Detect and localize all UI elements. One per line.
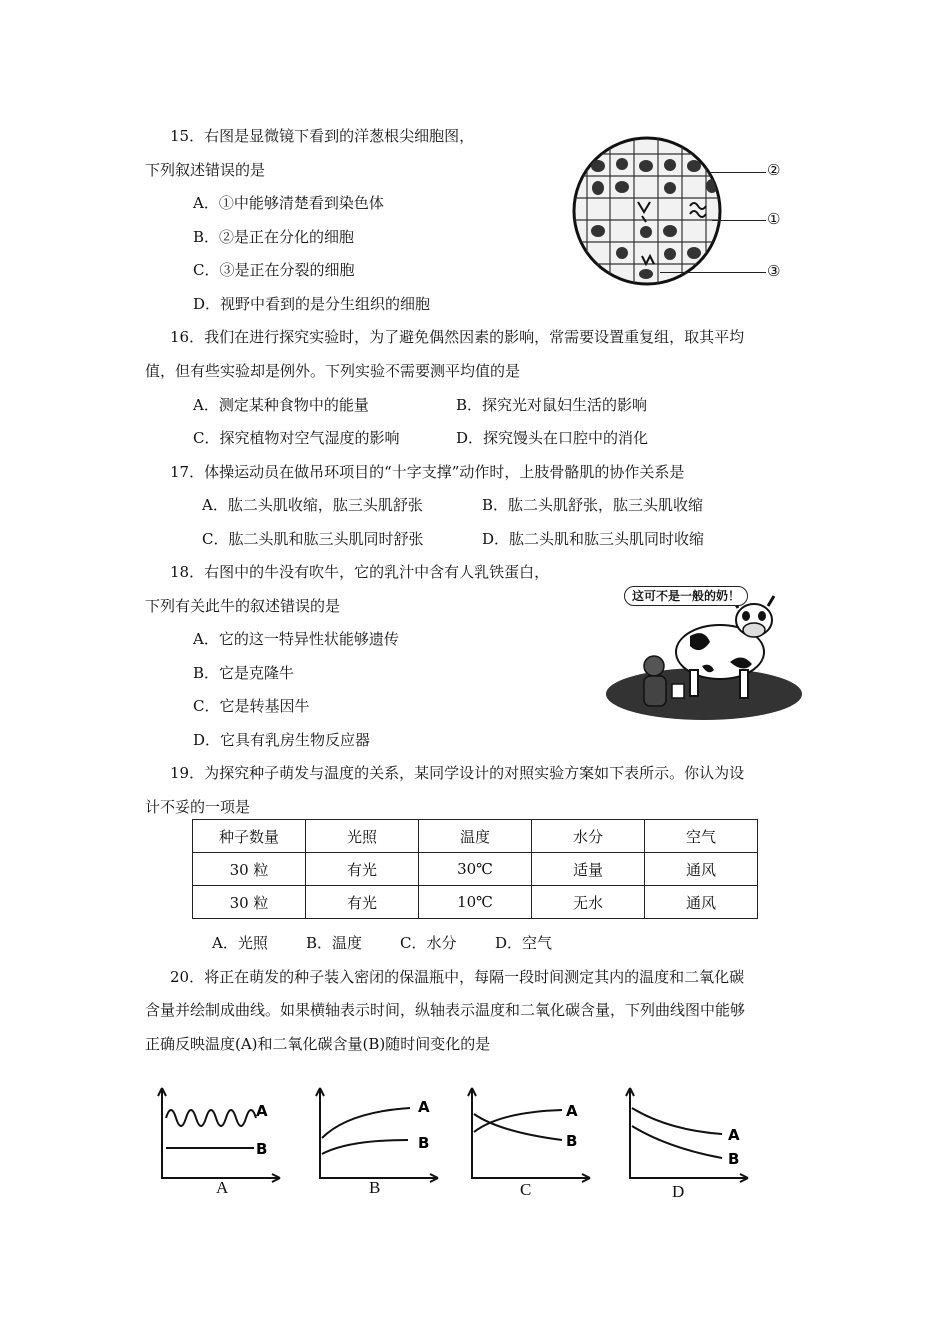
q19-option-d: D．空气 [495,934,553,952]
q20-stem-line3: 正确反映温度(A)和二氧化碳含量(B)随时间变化的是 [145,1035,491,1053]
graph-b-curve-b [322,1140,408,1154]
q18-option-a: A．它的这一特异性状能够遗传 [193,630,399,648]
graph-c-label-b: B [566,1132,578,1150]
graph-a-label-b: B [256,1140,268,1158]
q18-option-c: C．它是转基因牛 [193,697,310,715]
table-cell: 适量 [532,853,645,886]
table-header-row [193,820,758,853]
table-cell: 30 粒 [193,886,306,919]
q17-option-c: C．肱二头肌和肱三头肌同时舒张 [202,530,424,548]
q17-option-b: B．肱二头肌舒张，肱三头肌收缩 [482,496,704,514]
table-row [193,886,758,919]
experiment-table [192,819,758,919]
graph-b-label-b: B [418,1134,430,1152]
q15-option-c: C．③是正在分裂的细胞 [193,261,355,279]
graph-d-curve-a [632,1108,722,1134]
graph-b-caption: B [369,1178,381,1197]
graph-c-caption: C [520,1180,532,1199]
table-header-cell: 水分 [532,820,645,853]
q18-stem-line2: 下列有关此牛的叙述错误的是 [145,597,341,615]
table-cell: 10℃ [419,886,532,919]
label-circle-2: ② [767,161,781,179]
q18-option-b: B．它是克隆牛 [193,664,295,682]
graph-a-curve-a [166,1110,256,1126]
callout-line-1 [712,220,766,221]
table-header-cell: 温度 [419,820,532,853]
graph-d-caption: D [672,1182,685,1201]
q15-option-a: A．①中能够清楚看到染色体 [193,194,384,212]
q16-option-a: A．测定某种食物中的能量 [193,396,369,414]
graph-a-label-a: A [256,1102,268,1120]
table-header-cell: 空气 [645,820,758,853]
q15-option-b: B．②是正在分化的细胞 [193,228,355,246]
q16-stem-line2: 值，但有些实验却是例外。下列实验不需要测平均值的是 [145,362,521,380]
graph-d-curve-b [632,1126,722,1158]
q17-stem: 17．体操运动员在做吊环项目的“十字支撑”动作时，上肢骨骼肌的协作关系是 [170,463,685,481]
graph-c-label-a: A [566,1102,578,1120]
microscope-cell-image [572,136,722,286]
q15-option-d: D．视野中看到的是分生组织的细胞 [193,295,431,313]
q20-stem-line1: 20．将正在萌发的种子装入密闭的保温瓶中，每隔一段时间测定其内的温度和二氧化碳 [170,968,745,986]
table-row [193,853,758,886]
table-cell: 通风 [645,853,758,886]
q18-stem-line1: 18．右图中的牛没有吹牛，它的乳汁中含有人乳铁蛋白， [170,563,550,581]
q20-stem-line2: 含量并绘制成曲线。如果横轴表示时间，纵轴表示温度和二氧化碳含量，下列曲线图中能够 [145,1001,746,1019]
graph-a-caption: A [216,1178,229,1197]
table-cell: 有光 [306,886,419,919]
graph-d-label-a: A [728,1126,740,1144]
cow-speech-bubble: 这可不是一般的奶！ [624,586,748,606]
table-header-cell: 种子数量 [193,820,306,853]
graph-b-curve-a [322,1108,410,1138]
q16-stem-line1: 16．我们在进行探究实验时，为了避免偶然因素的影响，常需要设置重复组，取其平均 [170,328,745,346]
table-header-cell: 光照 [306,820,419,853]
q16-option-d: D．探究馒头在口腔中的消化 [456,429,649,447]
q19-option-b: B．温度 [306,934,363,952]
graph-b-label-a: A [418,1098,430,1116]
q15-stem-line2: 下列叙述错误的是 [145,161,266,179]
table-cell: 通风 [645,886,758,919]
label-circle-3: ③ [767,262,781,280]
q15-stem-line1: 15．右图是显微镜下看到的洋葱根尖细胞图， [170,127,475,145]
q17-option-d: D．肱二头肌和肱三头肌同时收缩 [482,530,705,548]
callout-line-2 [708,172,766,173]
q19-stem-line1: 19．为探究种子萌发与温度的关系，某同学设计的对照实验方案如下表所示。你认为设 [170,764,745,782]
q17-option-a: A．肱二头肌收缩，肱三头肌舒张 [202,496,423,514]
graph-d [618,1082,758,1202]
graph-d-label-b: B [728,1150,740,1168]
label-circle-1: ① [767,210,781,228]
table-cell: 无水 [532,886,645,919]
q19-option-a: A．光照 [212,934,268,952]
q19-option-c: C．水分 [400,934,457,952]
table-cell: 有光 [306,853,419,886]
graph-c-curve-b [474,1114,562,1140]
q16-option-b: B．探究光对鼠妇生活的影响 [456,396,648,414]
callout-line-3 [660,272,766,273]
q18-option-d: D．它具有乳房生物反应器 [193,731,371,749]
q16-option-c: C．探究植物对空气湿度的影响 [193,429,400,447]
q19-stem-line2: 计不妥的一项是 [145,798,251,816]
table-cell: 30 粒 [193,853,306,886]
table-cell: 30℃ [419,853,532,886]
